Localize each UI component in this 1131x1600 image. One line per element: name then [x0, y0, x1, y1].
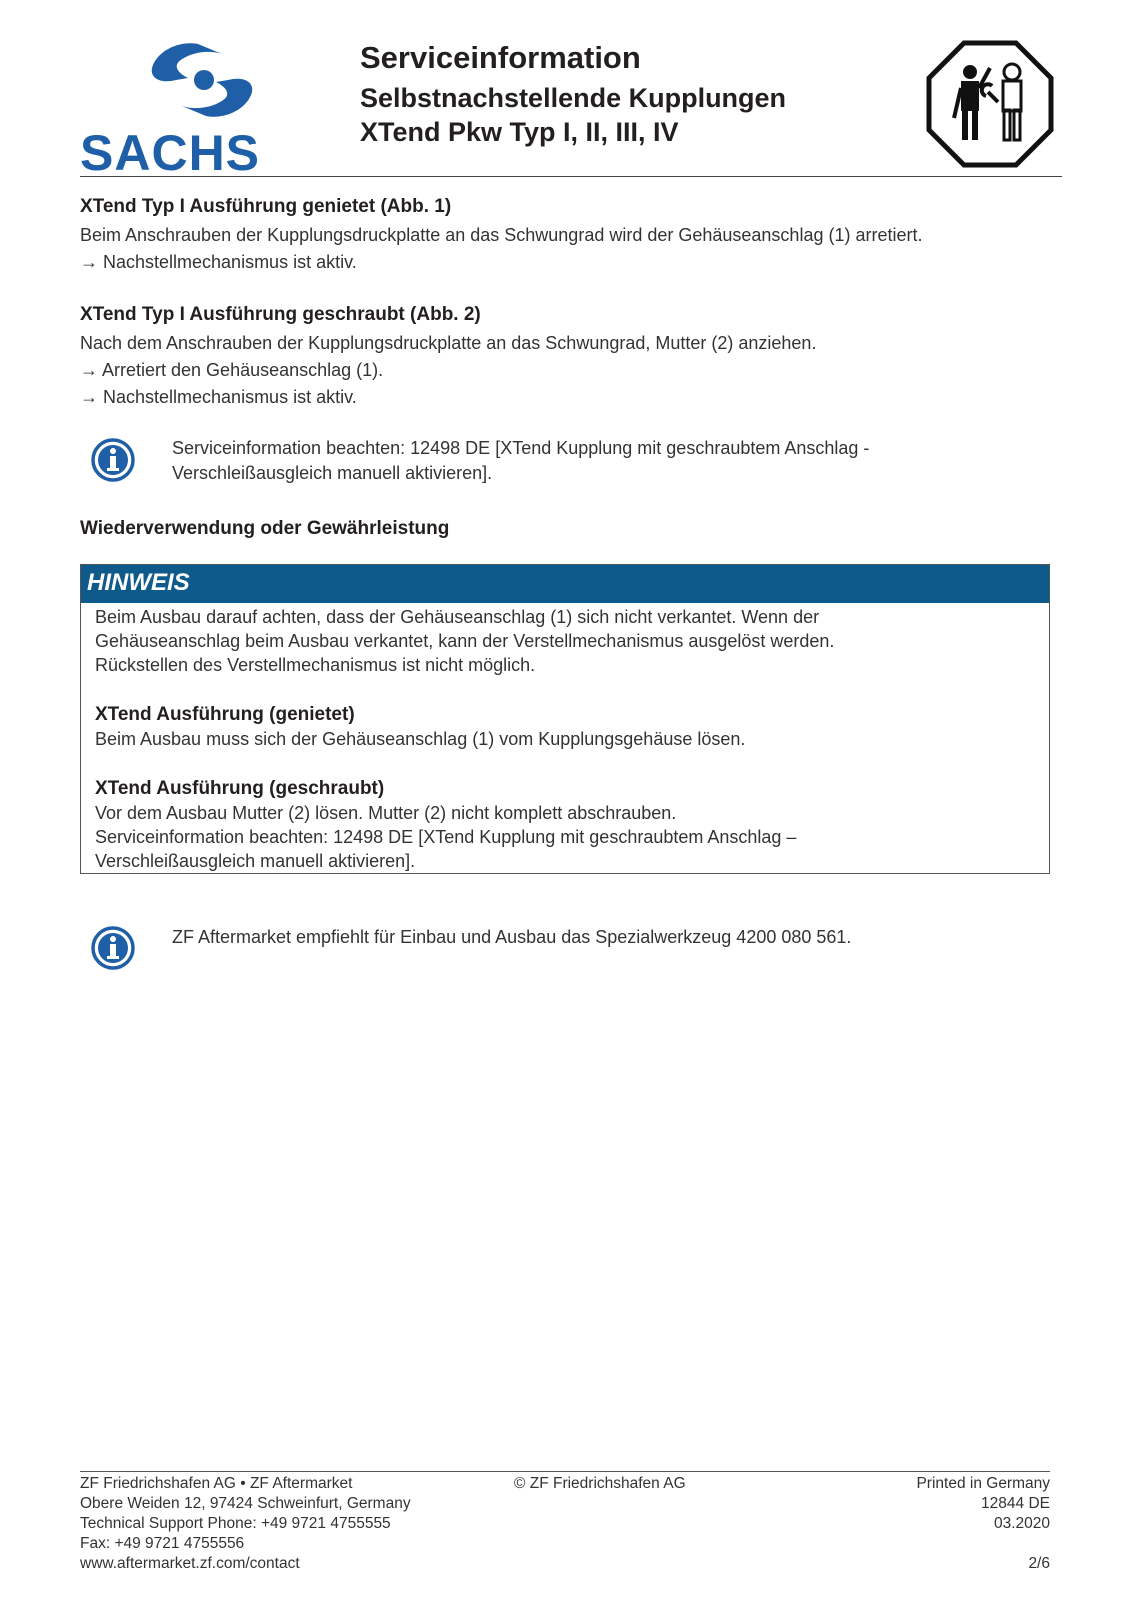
section-heading-geschraubt: XTend Typ I Ausführung geschraubt (Abb. 2)	[80, 304, 481, 325]
notice-geschraubt-text-1: Vor dem Ausbau Mutter (2) lösen. Mutter (2) nicht komplett abschrauben.	[95, 803, 677, 823]
info-note-2: ZF Aftermarket empfiehlt für Einbau und Ausbau das Spezialwerkzeug 4200 080 561.	[172, 927, 852, 947]
footer-page-number: 2/6	[1028, 1555, 1050, 1572]
notice-subheading-genietet: XTend Ausführung (genietet)	[95, 704, 355, 725]
footer-date: 03.2020	[993, 1515, 1050, 1532]
section2-text: Nach dem Anschrauben der Kupplungsdruckplatte an das Schwungrad, Mutter (2) anziehen.	[80, 333, 817, 353]
info-note-1-line-2: Verschleißausgleich manuell aktivieren].	[172, 463, 493, 483]
footer-spacer	[850, 1534, 1050, 1554]
notice-line-2: Gehäuseanschlag beim Ausbau verkantet, kann der Verstellmechanismus ausgelöst werden.	[95, 631, 835, 651]
notice-subheading-geschraubt: XTend Ausführung (geschraubt)	[95, 778, 385, 799]
header-divider	[80, 176, 1062, 177]
page-subtitle-1: Selbstnachstellende Kupplungen	[360, 83, 787, 113]
page-subtitle-2: XTend Pkw Typ I, II, III, IV	[360, 117, 679, 147]
section2-arrow-text-1: → Arretiert den Gehäuseanschlag (1).	[80, 360, 384, 380]
section-heading-wiederverwendung: Wiederverwendung oder Gewährleistung	[80, 518, 450, 539]
notice-content	[95, 605, 1035, 873]
info-note-1-line-1: Serviceinformation beachten: 12498 DE [XTend Kupplung mit geschraubtem Anschlag -	[172, 438, 870, 458]
section1-arrow-text: → Nachstellmechanismus ist aktiv.	[80, 252, 357, 272]
notice-line-1: Beim Ausbau darauf achten, dass der Gehäuseanschlag (1) sich nicht verkantet. Wenn der	[95, 607, 820, 627]
footer-divider	[80, 1471, 1050, 1472]
notice-geschraubt-text-3: Verschleißausgleich manuell aktivieren].	[95, 851, 416, 871]
section-heading-genietet: XTend Typ I Ausführung genietet (Abb. 1)	[80, 196, 452, 217]
notice-line-3: Rückstellen des Verstellmechanismus ist nicht möglich.	[95, 655, 536, 675]
info-note-1	[172, 436, 992, 486]
notice-geschraubt-text-2: Serviceinformation beachten: 12498 DE [XTend Kupplung mit geschraubtem Anschlag –	[95, 827, 797, 847]
info-icon	[90, 437, 136, 483]
mechanic-warning-icon	[926, 40, 1054, 168]
page-title: Serviceinformation	[360, 40, 641, 75]
footer-doc-number: 12844 DE	[981, 1495, 1050, 1512]
notice-header	[81, 565, 1049, 603]
footer-printed: Printed in Germany	[916, 1475, 1050, 1492]
footer-phone: Technical Support Phone: +49 9721 4755555	[80, 1515, 391, 1532]
section1-text: Beim Anschrauben der Kupplungsdruckplatte an das Schwungrad wird der Gehäuseanschlag (1) arretiert.	[80, 225, 923, 245]
footer-fax: Fax: +49 9721 4755556	[80, 1535, 245, 1552]
footer-meta	[850, 1474, 1050, 1574]
footer-url[interactable]: www.aftermarket.zf.com/contact	[80, 1555, 300, 1572]
notice-box	[80, 564, 1050, 874]
sachs-emblem-icon	[80, 38, 320, 128]
footer-copyright: © ZF Friedrichshafen AG	[514, 1475, 686, 1492]
brand-wordmark: SACHS	[80, 125, 261, 181]
footer-street: Obere Weiden 12, 97424 Schweinfurt, Germany	[80, 1495, 411, 1512]
section2-arrow-text-2: → Nachstellmechanismus ist aktiv.	[80, 387, 357, 407]
info-icon	[90, 925, 136, 971]
notice-label: HINWEIS	[87, 569, 190, 596]
footer-address	[80, 1474, 500, 1574]
footer-company: ZF Friedrichshafen AG • ZF Aftermarket	[80, 1475, 353, 1492]
notice-genietet-text: Beim Ausbau muss sich der Gehäuseanschlag (1) vom Kupplungsgehäuse lösen.	[95, 729, 746, 749]
sachs-logo	[80, 38, 320, 181]
